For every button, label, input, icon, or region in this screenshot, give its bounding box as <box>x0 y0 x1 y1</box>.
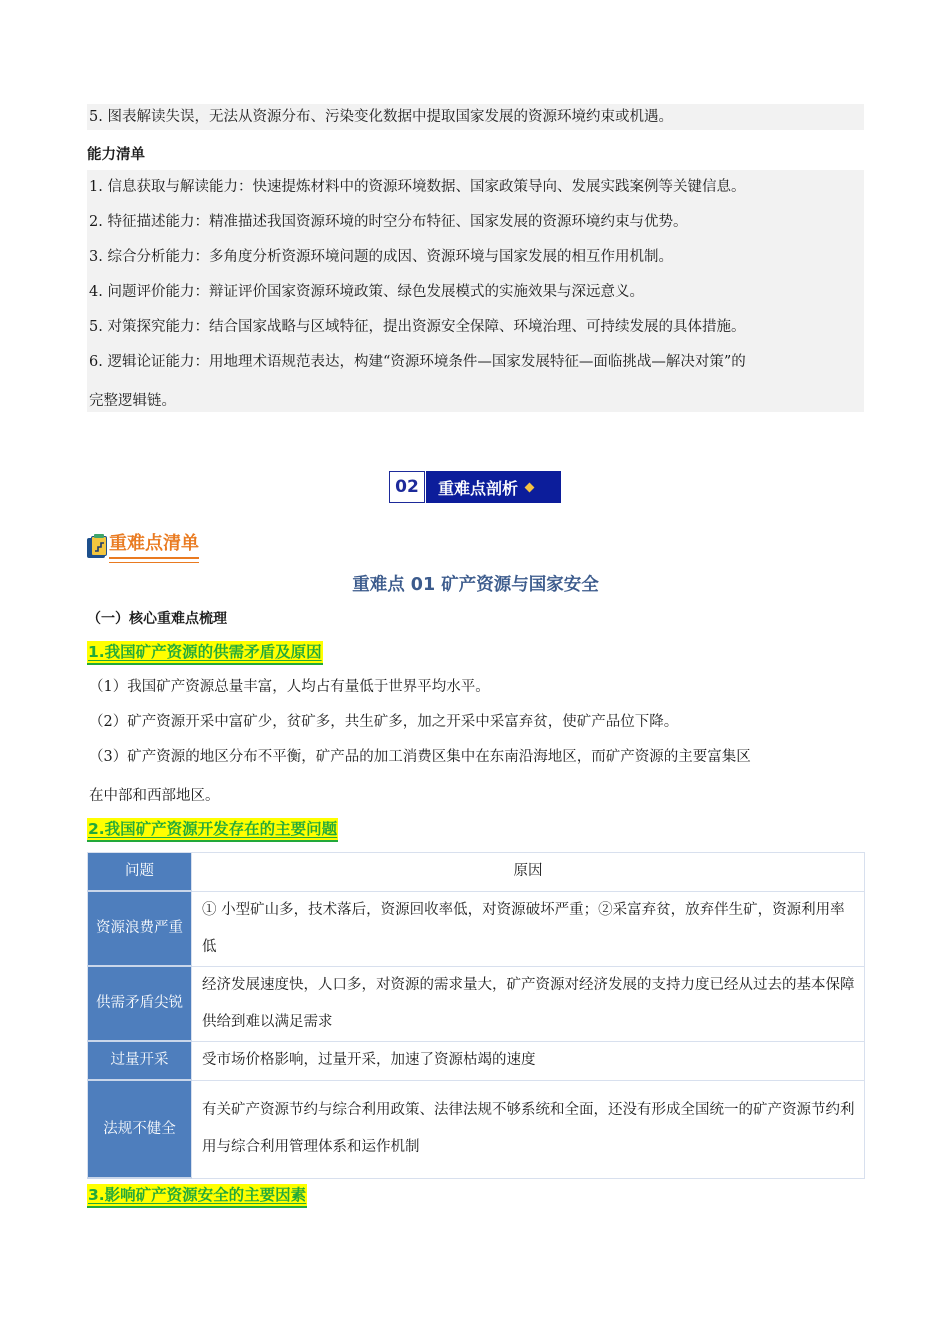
table-header-row <box>88 853 865 892</box>
ability-list-heading: 能力清单 <box>87 147 145 163</box>
ability-item-2: 2. 特征描述能力：精准描述我国资源环境的时空分布特征、国家发展的资源环境约束与优势。 <box>89 214 688 230</box>
table-row <box>88 1041 865 1080</box>
ability-item-4: 4. 问题评价能力：辩证评价国家资源环境政策、绿色发展模式的实施效果与深远意义。 <box>89 284 644 300</box>
clipboard-icon <box>87 535 108 559</box>
ability-item-3: 3. 综合分析能力：多角度分析资源环境问题的成因、资源环境与国家发展的相互作用机制。 <box>89 249 673 265</box>
section-number: 02 <box>389 471 425 503</box>
section-label: 重难点剖析 <box>438 478 519 498</box>
section-badge <box>389 471 561 503</box>
difficulty-item-5: 5. 图表解读失误，无法从资源分布、污染变化数据中提取国家发展的资源环境约束或机遇。 <box>87 104 864 130</box>
section-1-para-2: （2）矿产资源开采中富矿少，贫矿多，共生矿多，加之开采中采富弃贫，使矿产品位下降。 <box>89 714 679 730</box>
key-point-title: 重难点 01 矿产资源与国家安全 <box>352 575 599 595</box>
key-list-title-text: 重难点清单 <box>109 531 199 559</box>
section-label-box <box>426 471 561 503</box>
header-reason: 原因 <box>192 853 865 892</box>
ability-item-6-continued: 完整逻辑链。 <box>89 393 176 409</box>
section-2-title: 2.我国矿产资源开发存在的主要问题 <box>87 818 338 842</box>
table-row <box>88 966 865 1041</box>
section-1-para-3: （3）矿产资源的地区分布不平衡，矿产品的加工消费区集中在东南沿海地区，而矿产资源的主要富集区 <box>89 749 751 765</box>
problem-cell: 供需矛盾尖锐 <box>88 966 192 1041</box>
core-subheading: （一）核心重难点梳理 <box>87 611 227 627</box>
header-problem: 问题 <box>88 853 192 892</box>
reason-cell: ① 小型矿山多，技术落后，资源回收率低，对资源破坏严重；②采富弃贫，放弃伴生矿，资源利用率低 <box>192 891 865 966</box>
section-1-body <box>87 670 864 817</box>
problems-table <box>87 852 865 1179</box>
key-list-title <box>87 531 199 559</box>
table-row <box>88 1080 865 1178</box>
problem-cell: 过量开采 <box>88 1041 192 1080</box>
problem-cell: 法规不健全 <box>88 1080 192 1178</box>
table-row <box>88 891 865 966</box>
ability-item-5: 5. 对策探究能力：结合国家战略与区域特征，提出资源安全保障、环境治理、可持续发展的具体措施。 <box>89 319 746 335</box>
ability-item-6: 6. 逻辑论证能力：用地理术语规范表达，构建“资源环境条件—国家发展特征—面临挑战—解决对策”的 <box>89 354 746 370</box>
section-1-title: 1.我国矿产资源的供需矛盾及原因 <box>87 641 323 665</box>
section-1-para-3-continued: 在中部和西部地区。 <box>89 788 220 804</box>
diamond-icon <box>525 482 535 492</box>
ability-item-1: 1. 信息获取与解读能力：快速提炼材料中的资源环境数据、国家政策导向、发展实践案例等关键信息。 <box>89 179 746 195</box>
reason-cell: 经济发展速度快，人口多，对资源的需求量大，矿产资源对经济发展的支持力度已经从过去的基本保障供给到难以满足需求 <box>192 966 865 1041</box>
reason-cell: 有关矿产资源节约与综合利用政策、法律法规不够系统和全面，还没有形成全国统一的矿产资源节约利用与综合利用管理体系和运作机制 <box>192 1080 865 1178</box>
section-1-para-1: （1）我国矿产资源总量丰富，人均占有量低于世界平均水平。 <box>89 679 490 695</box>
reason-cell: 受市场价格影响，过量开采，加速了资源枯竭的速度 <box>192 1041 865 1080</box>
problem-cell: 资源浪费严重 <box>88 891 192 966</box>
section-3-title: 3.影响矿产资源安全的主要因素 <box>87 1184 307 1208</box>
ability-list <box>87 170 864 412</box>
